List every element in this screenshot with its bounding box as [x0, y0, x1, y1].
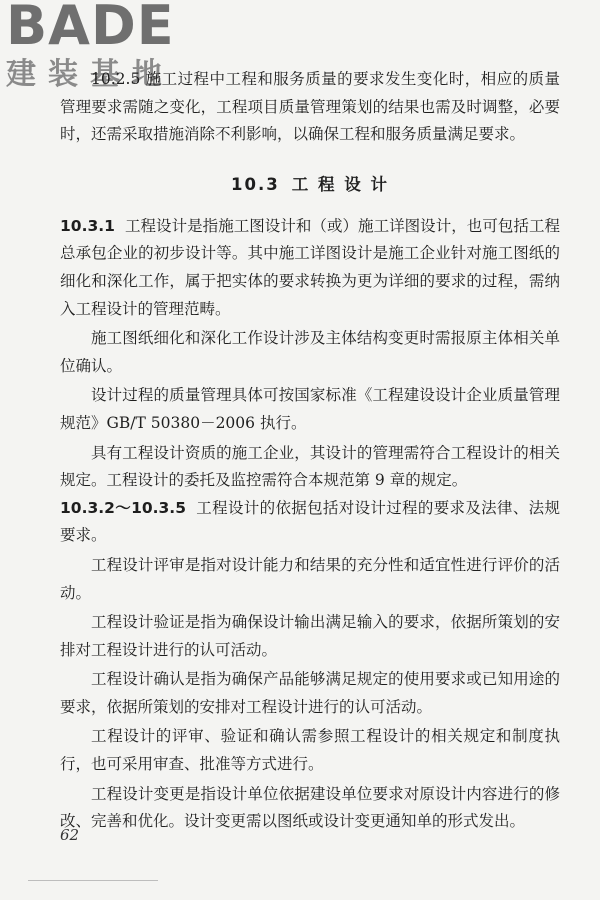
paragraph-top: 10.2.5 施工过程中工程和服务质量的要求发生变化时，相应的质量管理要求需随之变化，工程项目质量管理策划的结果也需及时调整，必要时，还需采取措施消除不利影响，以确保工程和服务质量满足要求。 — [60, 70, 560, 144]
clause-paragraph — [60, 213, 560, 323]
paragraph: 施工图纸细化和深化工作设计涉及主体结构变更时需报原主体相关单位确认。 — [60, 329, 560, 375]
paragraph: 具有工程设计资质的施工企业，其设计的管理需符合工程设计的相关规定。工程设计的委托及监控需符合本规范第 9 章的规定。 — [60, 443, 560, 490]
paragraph: 工程设计评审是指对设计能力和结果的充分性和适宜性进行评价的活动。 — [60, 555, 560, 602]
section-number: 10.3 — [231, 174, 280, 194]
clause-number: 10.3.1 — [60, 216, 115, 235]
clause-number: 10.3.2～10.3.5 — [60, 498, 186, 517]
paragraph: 工程设计变更是指设计单位依据建设单位要求对原设计内容进行的修改、完善和优化。设计变更需以图纸或设计变更通知单的形式发出。 — [60, 784, 560, 831]
clause-text: 工程设计的依据包括对设计过程的要求及法律、法规要求。 — [60, 498, 560, 545]
footer-divider — [28, 880, 158, 881]
body-text — [60, 66, 560, 836]
page-number: 62 — [60, 826, 80, 844]
paragraph: 设计过程的质量管理具体可按国家标准《工程建设设计企业质量管理规范》GB/T 50380－2006 执行。 — [60, 386, 560, 432]
clause-paragraph — [60, 495, 560, 550]
logo-latin-text: BADE — [6, 0, 175, 57]
logo-chinese-text: 建装基地 — [6, 57, 174, 92]
section-title: 工 程 设 计 — [291, 174, 389, 194]
section-heading — [60, 171, 560, 195]
clause-text: 工程设计是指施工图设计和（或）施工详图设计，也可包括工程总承包企业的初步设计等。其中施工详图设计是施工企业针对施工图纸的细化和深化工作，属于把实体的要求转换为更为详细的要求的过程，需纳入工程设计的管理范畴。 — [60, 216, 560, 318]
paragraph: 工程设计的评审、验证和确认需参照工程设计的相关规定和制度执行，也可采用审查、批准等方式进行。 — [60, 727, 560, 774]
paragraph: 工程设计确认是指为确保产品能够满足规定的使用要求或已知用途的要求，依据所策划的安排对工程设计进行的认可活动。 — [60, 670, 560, 716]
paragraph: 工程设计验证是指为确保设计输出满足输入的要求，依据所策划的安排对工程设计进行的认可活动。 — [60, 613, 560, 659]
